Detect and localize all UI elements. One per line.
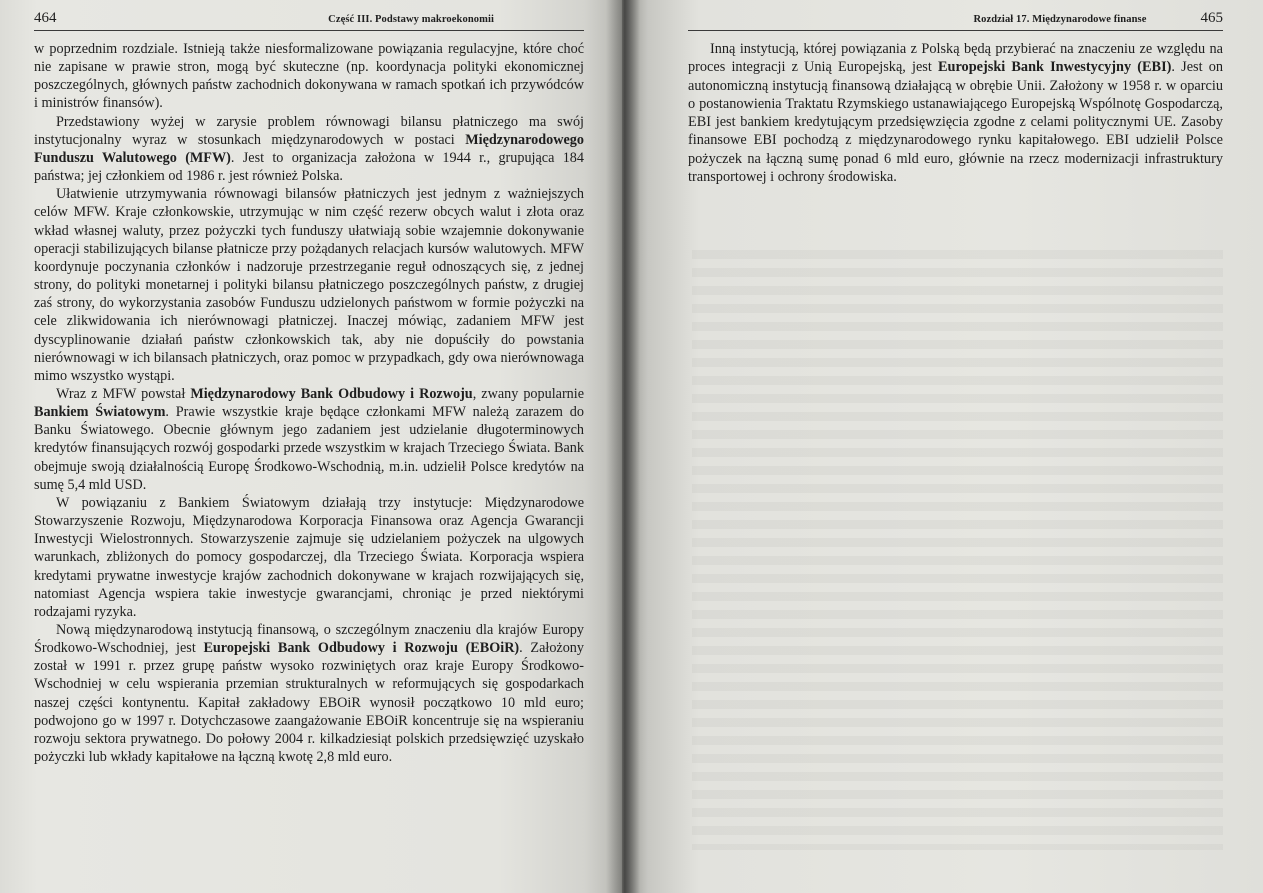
paragraph: W powiązaniu z Bankiem Światowym działają trzy instytucje: Międzynarodowe Stowarzyszenie Rozwoju, Międzynarodowa Korporacja Finansowa oraz Agencja Gwarancji Inwestycji Wielostronnych. Stowarzyszenie zajmuje się udzielaniem pożyczek na ulgowych warunkach, zbliżonych do pomocy gospodarczej, dla Trzeciego Świata. Korporacja wspiera kredytami prywatne inwestycje krajów zachodnich dokonywane w krajach rozwijających się, natomiast Agencja wspiera takie inwestycje gwarancjami, chroniąc je przed niektórymi rodzajami ryzyka. [34, 494, 584, 620]
paragraph: Ułatwienie utrzymywania równowagi bilansów płatniczych jest jednym z ważniejszych celów MFW. Kraje członkowskie, utrzymując w nim część rezerw obcych walut i złota oraz wkład własnej waluty, przez pożyczki tych funduszy ułatwiają sobie wzajemnie dokonywanie operacji stabilizujących bilanse płatnicze przy pożądanych relacjach kursów walutowych. MFW koordynuje poczynania członków i nadzoruje przestrzeganie reguł odnoszących się, z jednej strony, do polityki monetarnej i polityki bilansu płatniczego poszczególnych państw, z drugiej zaś strony, do wykorzystania zasobów Funduszu udzielonych państwom w formie pożyczki na cele zlikwidowania ich nierównowagi płatniczej. Inaczej mówiąc, zadaniem MFW jest dyscyplinowanie działań państw członkowskich tak, aby nie dopuściły do powstania nierównowagi w ich bilansach płatniczych, oraz pomoc w przypadkach, gdy owa nierównowaga mimo wszystko wystąpi. [34, 186, 584, 384]
text-run: . Prawie wszystkie kraje będące członkami MFW należą zarazem do Banku Światowego. Obecnie głównym jego zadaniem jest udzielanie długoterminowych kredytów finansujących rozwój gospodarki przede wszystkim w krajach Trzeciego Świata. Bank obejmuje swoją działalnością Europę Środkowo-Wschodnią, m.in. udzielił Polsce kredytów na sumę 5,4 mld USD. [34, 404, 584, 493]
text-run: Inną instytucją, której powiązania z Polską będą przybierać na znaczeniu ze względu na proces integracji z Unią Europejską, jest [688, 41, 1223, 76]
left-page-text [34, 40, 584, 766]
paragraph [34, 621, 584, 766]
text-run: . Jest on autonomiczną instytucją finansową działającą w obrębie Unii. Założony w 1958 r. w oparciu o postanowienia Traktatu Rzymskiego ustanawiającego Europejską Wspólnotę Gospodarczą, EBI jest bankiem kredytującym przedsięwzięcia zgodne z celami politycznymi UE. Zasoby finansowe EBI pochodzą z międzynarodowego rynku kapitałowego. EBI udzielił Polsce pożyczek na łączną sumę ponad 6 mld euro, głównie na rzecz modernizacji infrastruktury transportowej i ochrony środowiska. [688, 59, 1224, 186]
paragraph [688, 40, 1223, 186]
left-page-number: 464 [34, 10, 57, 26]
left-running-head [34, 10, 584, 31]
left-running-head-title: Część III. Podstawy makroekonomii [328, 14, 494, 25]
paragraph: w poprzednim rozdziale. Istnieją także niesformalizowane powiązania regulacyjne, które choć nie zapisane w prawie stron, mogą być skuteczne (np. koordynacja polityki ekonomicznej poszczególnych, głównych państw zachodnich dokonywana w ramach spotkań ich przywódców i ministrów finansów). [34, 41, 584, 112]
paragraph [34, 113, 584, 186]
term-eboir: Europejski Bank Odbudowy i Rozwoju (EBOiR) [203, 640, 520, 657]
text-run: Nową międzynarodową instytucją finansową, o szczególnym znaczeniu dla krajów Europy Środkowo-Wschodniej, jest [34, 622, 584, 657]
right-page-number: 465 [1200, 10, 1223, 26]
text-run: Wraz z MFW powstał [56, 385, 191, 402]
text-run: . Jest to organizacja założona w 1944 r., grupująca 184 państwa; jej członkiem od 1986 r. jest również Polska. [34, 149, 584, 185]
right-running-head [688, 10, 1223, 31]
term-ebi: Europejski Bank Inwestycyjny (EBI) [937, 59, 1172, 76]
term-world-bank: Bankiem Światowym [34, 404, 166, 421]
term-mfw: Międzynarodowego Funduszu Walutowego (MFW) [34, 131, 584, 166]
text-run: Przedstawiony wyżej w zarysie problem równowagi bilansu płatniczego ma swój instytucjonalny wyraz w stosunkach międzynarodowych w postaci [34, 113, 584, 148]
right-page-text [688, 40, 1223, 186]
right-running-head-title: Rozdział 17. Międzynarodowe finanse [973, 14, 1147, 25]
paragraph [34, 385, 584, 494]
left-page [0, 0, 622, 893]
text-run: . Założony został w 1991 r. przez grupę państw wysoko rozwiniętych oraz kraje Europy Środkowo-Wschodniej w celu wspierania przemian strukturalnych w reformujących się gospodarkach naszej części kontynentu. Kapitał zakładowy EBOiR wynosił początkowo 10 mld euro; podwojono go w 1997 r. Dotychczasowe zaangażowanie EBOiR koncentruje się na wspieraniu rozwoju sektora prywatnego. Do połowy 2004 r. kilkadziesiąt polskich przedsięwzięć uzyskało pożyczki lub wkłady kapitałowe na łączną kwotę 2,8 mld euro. [34, 640, 584, 766]
term-world-bank-full: Międzynarodowy Bank Odbudowy i Rozwoju [190, 385, 473, 402]
show-through-texture [692, 250, 1223, 850]
right-page [622, 0, 1263, 893]
text-run: , zwany popularnie [472, 385, 585, 402]
